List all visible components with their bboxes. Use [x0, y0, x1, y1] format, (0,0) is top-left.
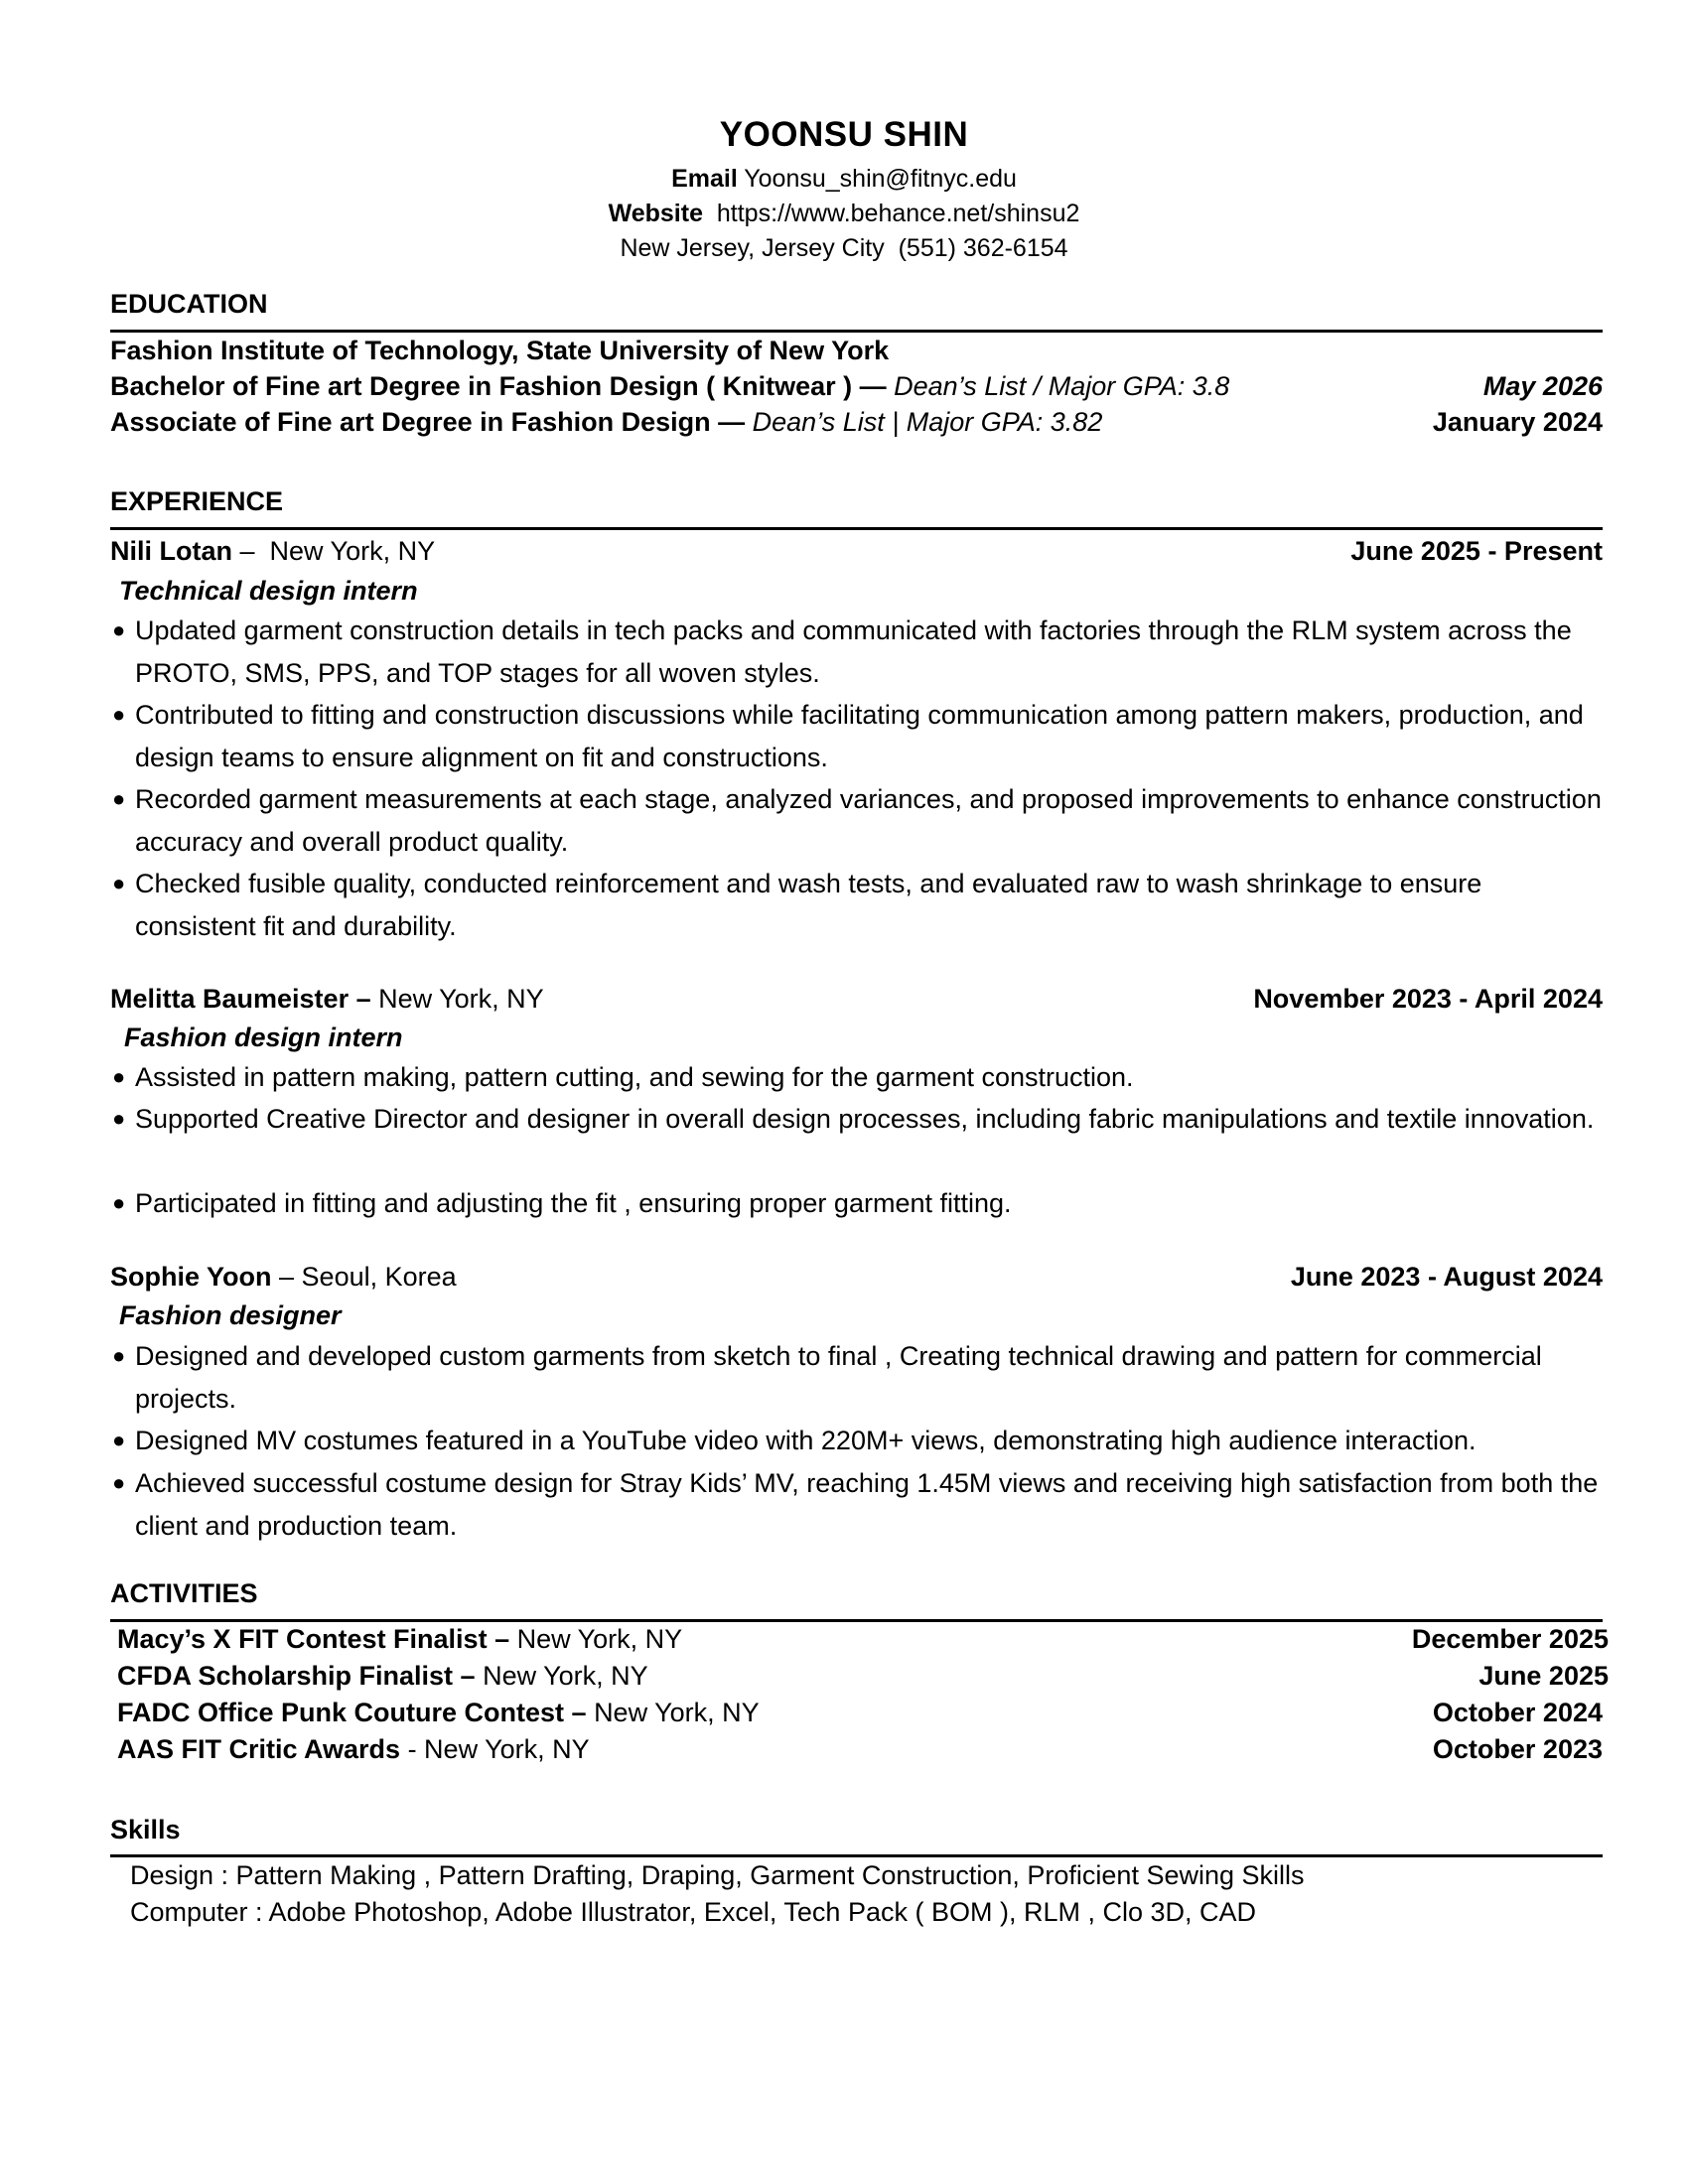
activities-heading: ACTIVITIES	[110, 1578, 258, 1608]
list-item: ● Contributed to fitting and construction discussions while facilitating communication among pattern makers, production, and design teams to ensure alignment on fit and constructions.	[110, 694, 1610, 778]
list-item: ● Checked fusible quality, conducted reinforcement and wash tests, and evaluated raw to wash shrinkage to ensure consistent fit and durability.	[110, 863, 1610, 947]
bullet-icon: ●	[112, 871, 126, 895]
website-url[interactable]: https://www.behance.net/shinsu2	[716, 200, 1080, 227]
job-location: Seoul, Korea	[301, 1262, 457, 1292]
degree-date: January 2024	[1432, 407, 1603, 437]
job-location: New York, NY	[378, 984, 544, 1014]
list-item: ● Designed and developed custom garments from sketch to final , Creating technical drawing and pattern for commercial projects.	[110, 1335, 1610, 1420]
activity-date: June 2025	[1478, 1661, 1609, 1691]
degree-row	[110, 371, 1603, 407]
email-label: Email	[671, 165, 738, 193]
activity-date: October 2024	[1432, 1698, 1603, 1727]
experience-heading: EXPERIENCE	[110, 486, 284, 516]
list-item: ● Designed MV costumes featured in a YouTube video with 220M+ views, demonstrating high audience interaction.	[110, 1420, 1610, 1462]
bullet-icon: ●	[112, 1106, 126, 1131]
list-item: ● Assisted in pattern making, pattern cutting, and sewing for the garment construction.	[110, 1056, 1610, 1099]
activity-name: AAS FIT Critic Awards	[117, 1734, 401, 1764]
bullet-icon: ●	[112, 1428, 126, 1452]
job-title: Fashion design intern	[124, 1023, 403, 1052]
job-title: Fashion designer	[119, 1300, 342, 1330]
experience-rule	[110, 527, 1603, 530]
job-dates: November 2023 - April 2024	[1253, 984, 1603, 1014]
bullet-icon: ●	[112, 786, 126, 811]
bullet-icon: ●	[112, 1064, 126, 1089]
list-item: ● Achieved successful costume design for Stray Kids’ MV, reaching 1.45M views and receiving high satisfaction from both the client and production team.	[110, 1462, 1610, 1547]
job-header	[110, 536, 1603, 572]
job-dates: June 2023 - August 2024	[1290, 1262, 1603, 1292]
job-header	[110, 1262, 1603, 1297]
job-dates: June 2025 - Present	[1350, 536, 1603, 566]
skills-computer: Computer : Adobe Photoshop, Adobe Illustrator, Excel, Tech Pack ( BOM ), RLM , Clo 3D, CAD	[130, 1897, 1257, 1927]
website-label: Website	[608, 200, 703, 227]
activity-date: October 2023	[1432, 1734, 1603, 1764]
degree-row	[110, 407, 1603, 443]
list-item: ● Updated garment construction details in tech packs and communicated with factories through the RLM system across the PROTO, SMS, PPS, and TOP stages for all woven styles.	[110, 610, 1610, 694]
job-location: New York, NY	[269, 536, 436, 566]
job-separator: –	[232, 536, 270, 566]
bullet-icon: ●	[112, 702, 126, 727]
job-company: Melitta Baumeister –	[110, 984, 371, 1014]
activity-location: New York, NY	[594, 1698, 760, 1727]
email-line	[0, 165, 1688, 194]
activity-name: FADC Office Punk Couture Contest –	[117, 1698, 587, 1727]
list-item: ● Supported Creative Director and designer in overall design processes, including fabric manipulations and textile innovation.	[110, 1098, 1610, 1141]
list-item: ● Recorded garment measurements at each stage, analyzed variances, and proposed improvements to enhance construction accuracy and overall product quality.	[110, 778, 1610, 863]
location-phone: New Jersey, Jersey City (551) 362-6154	[620, 234, 1068, 262]
activity-row	[117, 1698, 1603, 1733]
bullet-icon: ●	[112, 1343, 126, 1368]
degree-detail: Dean’s List | Major GPA: 3.82	[752, 407, 1103, 437]
job-separator: –	[271, 1262, 302, 1292]
activity-date: December 2025	[1411, 1624, 1609, 1654]
skills-design: Design : Pattern Making , Pattern Drafting, Draping, Garment Construction, Proficient Sewing Skills	[130, 1860, 1305, 1890]
job-header	[110, 984, 1603, 1020]
activity-location: - New York, NY	[400, 1734, 590, 1764]
list-item: ● Participated in fitting and adjusting the fit , ensuring proper garment fitting.	[110, 1182, 1610, 1225]
candidate-name: YOONSU SHIN	[719, 115, 969, 154]
activity-name: Macy’s X FIT Contest Finalist –	[117, 1624, 510, 1654]
website-line	[0, 200, 1688, 228]
bullet-icon: ●	[112, 1470, 126, 1495]
skills-rule	[110, 1854, 1603, 1857]
degree-title: Bachelor of Fine art Degree in Fashion Design ( Knitwear ) —	[110, 371, 887, 401]
email-address[interactable]: Yoonsu_shin@fitnyc.edu	[744, 165, 1017, 193]
activity-location: New York, NY	[509, 1624, 683, 1654]
activity-row	[117, 1734, 1603, 1770]
school-name: Fashion Institute of Technology, State University of New York	[110, 336, 890, 365]
education-heading: EDUCATION	[110, 289, 268, 319]
activity-row	[117, 1624, 1609, 1660]
job-separator	[371, 984, 379, 1014]
activities-rule	[110, 1619, 1603, 1622]
activity-location: New York, NY	[483, 1661, 648, 1691]
job-title: Technical design intern	[119, 576, 418, 606]
degree-title: Associate of Fine art Degree in Fashion Design —	[110, 407, 746, 437]
activity-row	[117, 1661, 1609, 1697]
education-rule	[110, 330, 1603, 333]
degree-date: May 2026	[1482, 371, 1603, 401]
activity-name: CFDA Scholarship Finalist –	[117, 1661, 476, 1691]
bullet-icon: ●	[112, 1190, 126, 1215]
degree-detail: Dean’s List / Major GPA: 3.8	[894, 371, 1230, 401]
job-company: Sophie Yoon	[110, 1262, 272, 1292]
skills-heading: Skills	[110, 1815, 181, 1844]
job-company: Nili Lotan	[110, 536, 232, 566]
bullet-icon: ●	[112, 617, 126, 642]
